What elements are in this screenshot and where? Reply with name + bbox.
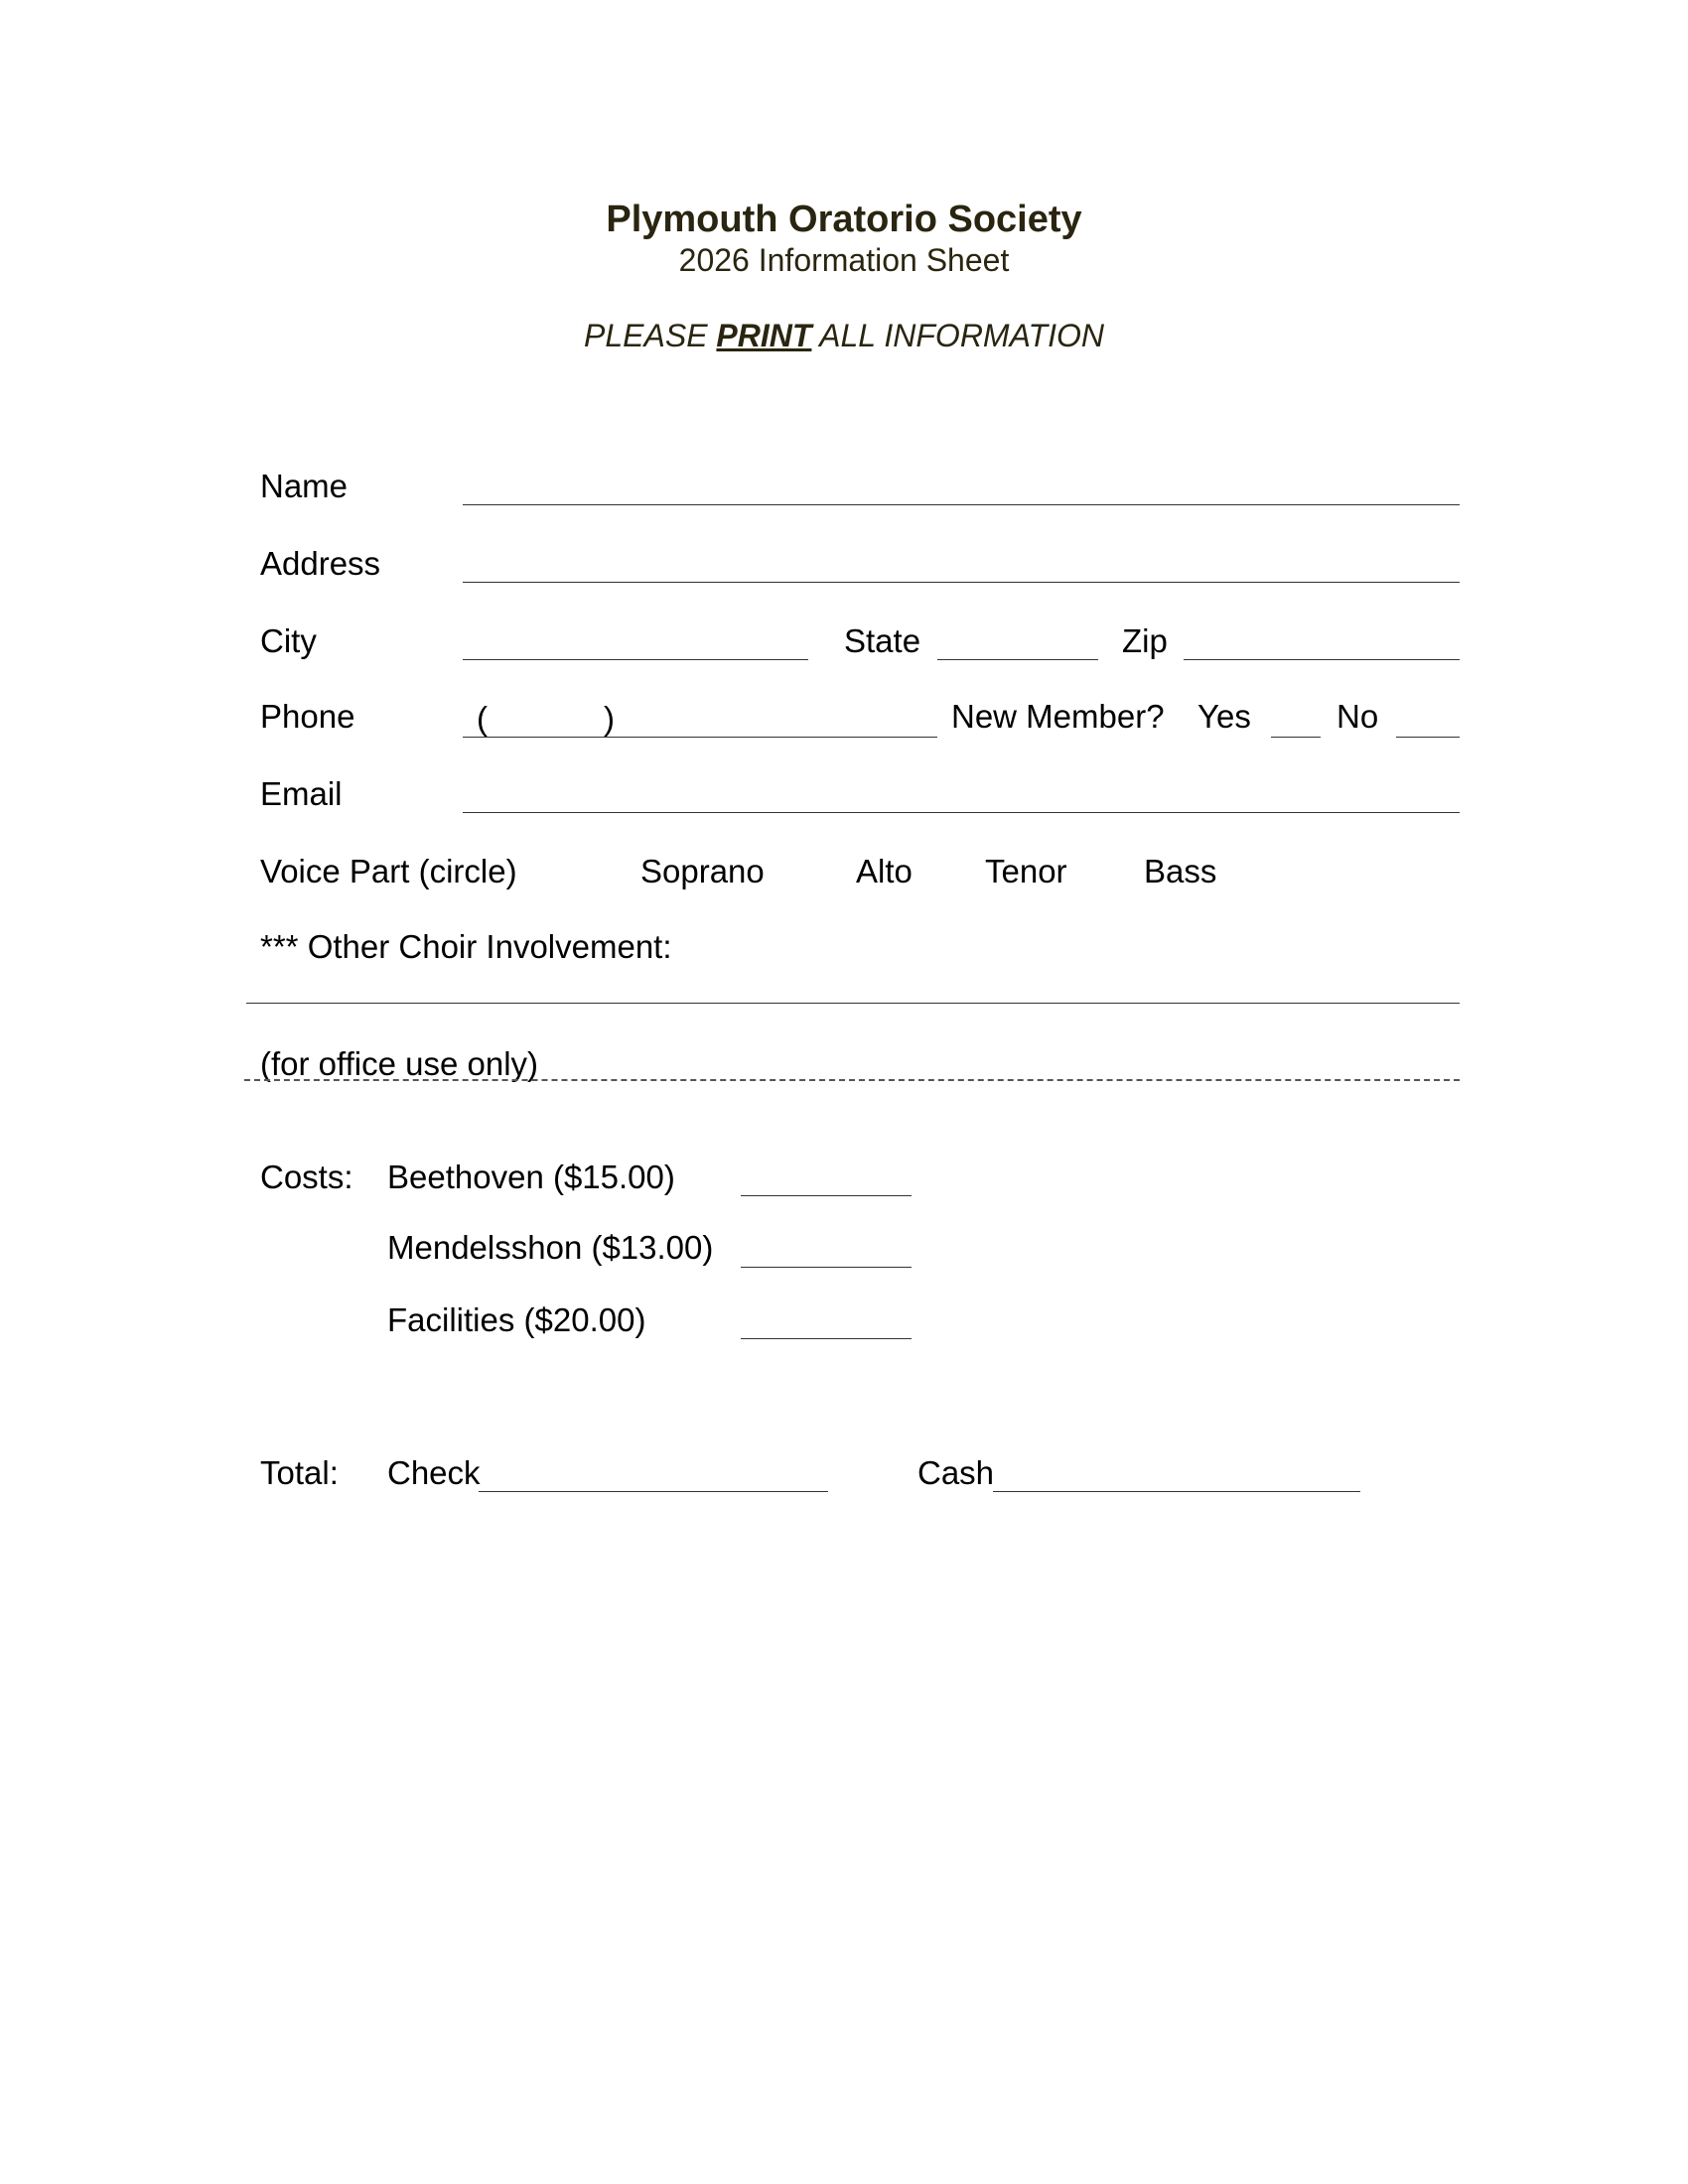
new-member-label: New Member? [951, 698, 1165, 735]
voice-option-alto[interactable]: Alto [856, 853, 913, 889]
check-label: Check [387, 1454, 481, 1491]
address-field[interactable] [463, 582, 1460, 583]
city-label: City [260, 622, 317, 659]
state-label: State [844, 622, 921, 659]
area-code-open-paren: ( [477, 700, 488, 737]
voice-part-label: Voice Part (circle) [260, 853, 517, 889]
email-field[interactable] [463, 812, 1460, 813]
costs-label: Costs: [260, 1159, 353, 1195]
name-label: Name [260, 468, 349, 504]
zip-label: Zip [1122, 622, 1168, 659]
cost-item-mendelssohn-label: Mendelsshon ($13.00) [387, 1229, 714, 1266]
instruction-prefix: PLEASE [584, 318, 717, 353]
voice-option-tenor[interactable]: Tenor [985, 853, 1067, 889]
state-field[interactable] [937, 659, 1098, 660]
check-amount-field[interactable] [479, 1491, 828, 1492]
cost-item-facilities-field[interactable] [741, 1338, 912, 1339]
print-instructions [0, 316, 1688, 355]
address-label: Address [260, 545, 381, 582]
other-choir-field[interactable] [246, 1003, 1460, 1004]
cost-item-facilities-label: Facilities ($20.00) [387, 1301, 646, 1338]
email-label: Email [260, 775, 343, 812]
city-field[interactable] [463, 659, 808, 660]
cash-label: Cash [917, 1454, 995, 1491]
voice-option-soprano[interactable]: Soprano [640, 853, 765, 889]
other-choir-label: *** Other Choir Involvement: [260, 928, 672, 965]
zip-field[interactable] [1184, 659, 1460, 660]
total-label: Total: [260, 1454, 339, 1491]
area-code-close-paren: ) [604, 700, 615, 737]
new-member-yes-label: Yes [1197, 698, 1251, 735]
phone-field[interactable] [463, 737, 937, 738]
new-member-yes-field[interactable] [1271, 737, 1321, 738]
sheet-subtitle: 2026 Information Sheet [678, 242, 1010, 278]
cash-amount-field[interactable] [993, 1491, 1360, 1492]
office-use-label: (for office use only) [260, 1045, 539, 1082]
name-field[interactable] [463, 504, 1460, 505]
instruction-emphasis: PRINT [716, 318, 812, 353]
instruction-suffix: ALL INFORMATION [811, 318, 1104, 353]
voice-option-bass[interactable]: Bass [1144, 853, 1217, 889]
cost-item-beethoven-field[interactable] [741, 1195, 912, 1196]
office-use-divider [244, 1079, 1460, 1081]
phone-label: Phone [260, 698, 355, 735]
cost-item-beethoven-label: Beethoven ($15.00) [387, 1159, 675, 1195]
new-member-no-label: No [1336, 698, 1379, 735]
new-member-no-field[interactable] [1396, 737, 1460, 738]
cost-item-mendelssohn-field[interactable] [741, 1267, 912, 1268]
org-title: Plymouth Oratorio Society [606, 199, 1082, 240]
